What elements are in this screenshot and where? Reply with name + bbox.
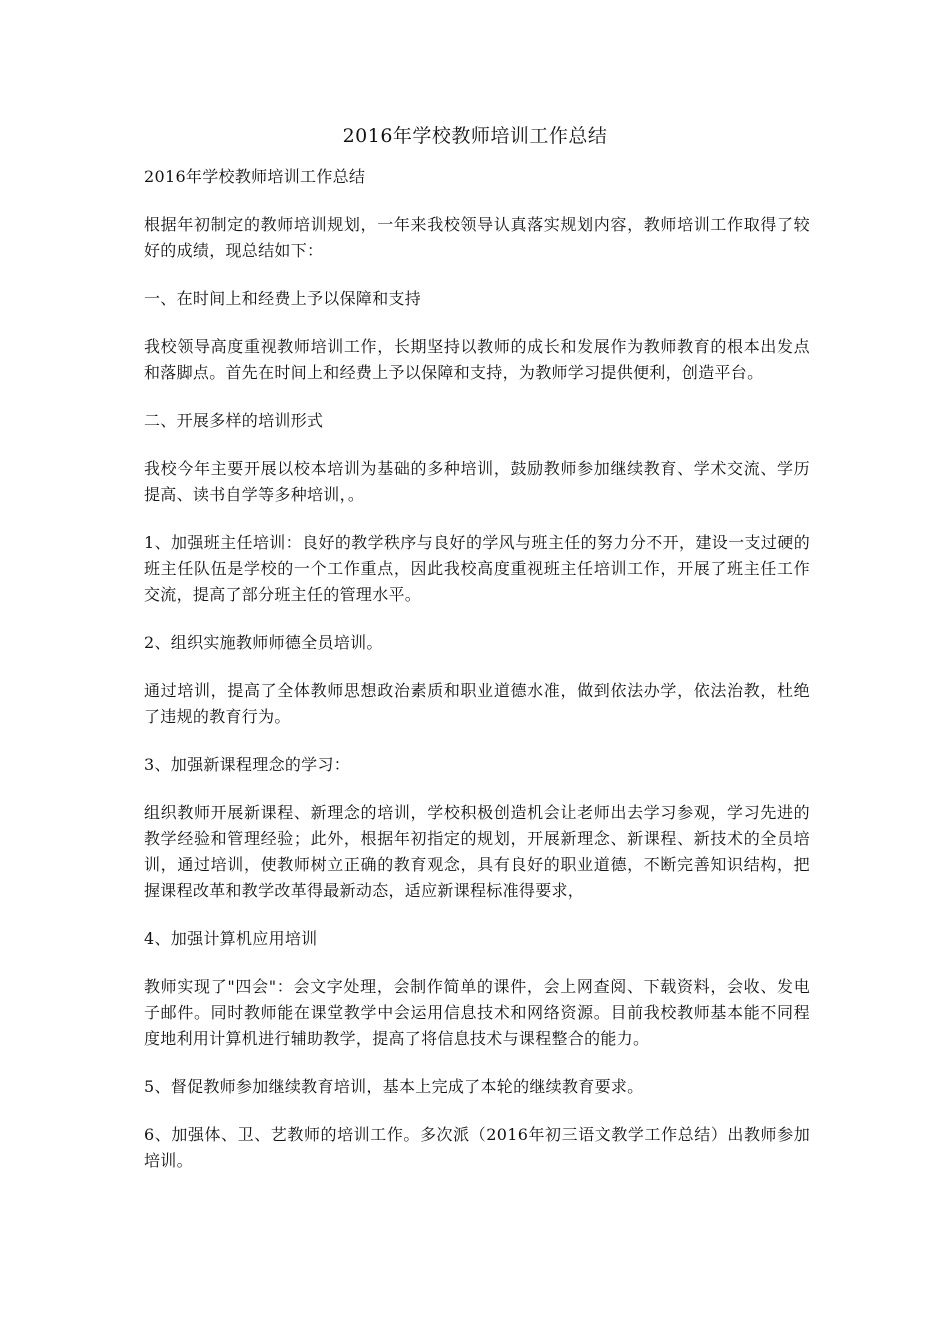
section-heading-2: 二、开展多样的培训形式 <box>144 411 324 430</box>
item-2-paragraph: 通过培训，提高了全体教师思想政治素质和职业道德水准，做到依法办学，依法治教，杜绝了违规的教育行为。 <box>144 681 810 726</box>
document-body <box>144 164 810 1196</box>
section-2-paragraph: 我校今年主要开展以校本培训为基础的多种培训，鼓励教师参加继续教育、学术交流、学历提高、读书自学等多种培训，。 <box>144 459 810 504</box>
subtitle-paragraph: 2016年学校教师培训工作总结 <box>144 167 366 186</box>
item-4-heading: 4、加强计算机应用培训 <box>144 929 318 948</box>
item-3-paragraph: 组织教师开展新课程、新理念的培训，学校积极创造机会让老师出去学习参观，学习先进的教学经验和管理经验；此外，根据年初指定的规划，开展新理念、新课程、新技术的全员培训，通过培训，使教师树立正确的教育观念，具有良好的职业道德，不断完善知识结构，把握课程改革和教学改革得最新动态，适应新课程标准得要求， <box>144 803 810 900</box>
document-title: 2016年学校教师培训工作总结 <box>342 125 608 147</box>
item-4-paragraph: 教师实现了"四会"：会文字处理，会制作简单的课件，会上网查阅、下载资料，会收、发电子邮件。同时教师能在课堂教学中会运用信息技术和网络资源。目前我校教师基本能不同程度地利用计算机进行辅助教学，提高了将信息技术与课程整合的能力。 <box>144 977 810 1048</box>
item-2-heading: 2、组织实施教师师德全员培训。 <box>144 633 383 652</box>
item-1-paragraph: 1、加强班主任培训：良好的教学秩序与良好的学风与班主任的努力分不开，建设一支过硬的班主任队伍是学校的一个工作重点，因此我校高度重视班主任培训工作，开展了班主任工作交流，提高了部分班主任的管理水平。 <box>144 533 810 604</box>
section-heading-1: 一、在时间上和经费上予以保障和支持 <box>144 289 422 308</box>
section-1-paragraph: 我校领导高度重视教师培训工作，长期坚持以教师的成长和发展作为教师教育的根本出发点和落脚点。首先在时间上和经费上予以保障和支持，为教师学习提供便利，创造平台。 <box>144 337 810 382</box>
item-6-paragraph: 6、加强体、卫、艺教师的培训工作。多次派（2016年初三语文教学工作总结）出教师参加培训。 <box>144 1125 810 1170</box>
item-3-heading: 3、加强新课程理念的学习： <box>144 755 351 774</box>
intro-paragraph: 根据年初制定的教师培训规划，一年来我校领导认真落实规划内容，教师培训工作取得了较好的成绩，现总结如下： <box>144 215 810 260</box>
item-5-paragraph: 5、督促教师参加继续教育培训，基本上完成了本轮的继续教育要求。 <box>144 1077 644 1096</box>
